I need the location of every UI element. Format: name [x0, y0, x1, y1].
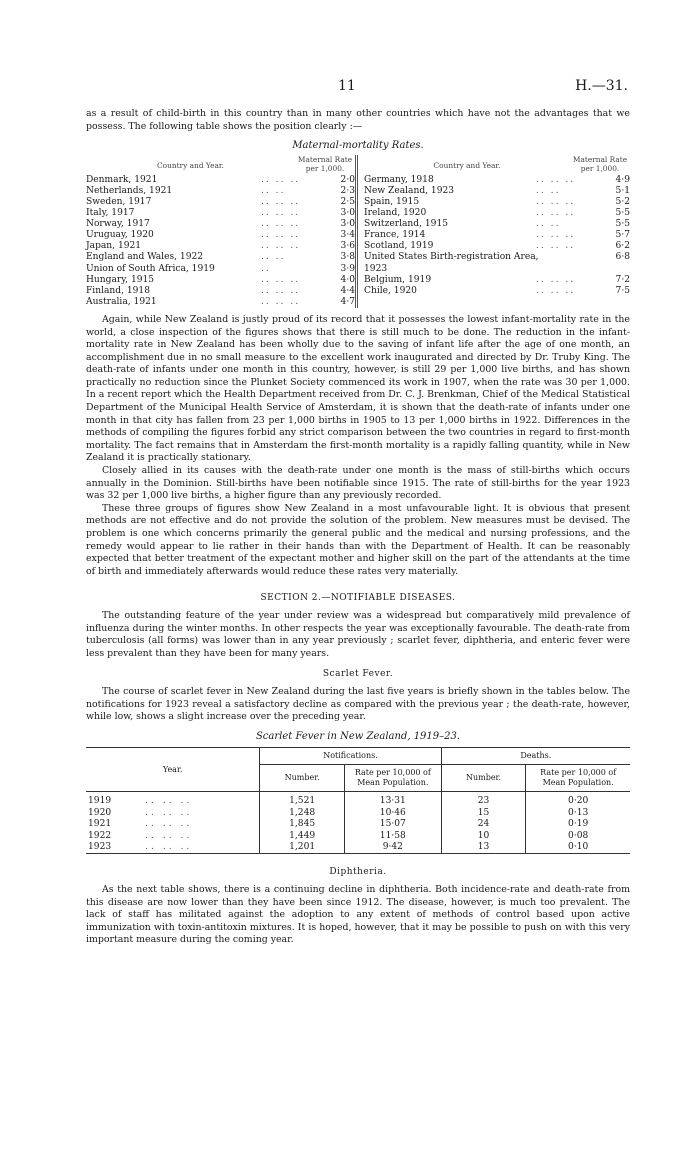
cell-country: 1923 [364, 263, 388, 274]
leader-dots: .. .. .. [261, 274, 301, 285]
cell-n-rate: 13·31 [344, 792, 441, 808]
cell-d-num: 13 [441, 842, 526, 854]
page-number: 11 [338, 78, 356, 94]
scarlet-fever-table [86, 747, 630, 854]
header-country: Country and Year. [157, 160, 224, 170]
cell-year: 1922 [88, 830, 112, 841]
cell-rate: 5·5 [615, 208, 630, 219]
table-row [364, 275, 630, 286]
table-row [364, 252, 630, 263]
header-rate: Maternal Rate per 1,000. [297, 154, 353, 173]
leader-dots: .. .. .. [145, 830, 193, 841]
cell-d-num: 23 [441, 792, 526, 808]
cell-year: 1920 [88, 807, 112, 818]
cell-rate: 4·0 [340, 274, 355, 285]
leader-dots: .. .. .. [536, 274, 576, 285]
cell-rate: 4·7 [340, 296, 355, 307]
cell-country: Japan, 1921 [86, 241, 142, 252]
cell-country: Germany, 1918 [364, 174, 434, 185]
table-row [86, 819, 630, 830]
cell-country: Denmark, 1921 [86, 174, 158, 185]
leader-dots [536, 264, 596, 275]
header-notifications: Notifications. [260, 748, 441, 765]
cell-d-num: 24 [441, 819, 526, 830]
leader-dots: .. .. .. [536, 208, 576, 219]
cell-country: Chile, 1920 [364, 285, 417, 296]
cell-rate: 3·0 [340, 219, 355, 230]
section-2-title: SECTION 2.—NOTIFIABLE DISEASES. [260, 593, 456, 604]
header-deaths-rate: Rate per 10,000 of Mean Population. [526, 765, 630, 792]
table-row [364, 208, 630, 219]
cell-year-group [86, 808, 260, 819]
cell-d-rate: 0·19 [526, 819, 630, 830]
table-row [86, 842, 630, 854]
leader-dots: .. .. [261, 185, 286, 196]
cell-rate [596, 264, 630, 275]
leader-dots: .. .. .. [536, 230, 576, 241]
cell-n-num: 1,449 [260, 831, 345, 842]
paragraph-still-births: Closely allied in its causes with the death-rate under one month is the mass of still-births which occurs annually in the Dominion. Still-births have been notifiable since 1915. The rate of still-births for the year 1923 was 32 per 1,000 live births, a higher figure than any previously recorded. [86, 465, 630, 502]
maternal-table-header [364, 155, 630, 173]
cell-n-rate: 15·07 [344, 819, 441, 830]
cell-rate: 7·2 [615, 274, 630, 285]
table-row [364, 197, 630, 208]
leader-dots [539, 252, 597, 263]
cell-year: 1919 [88, 796, 112, 807]
leader-dots: .. .. .. [261, 230, 301, 241]
maternal-table-right-column [355, 155, 630, 308]
cell-d-num: 10 [441, 831, 526, 842]
cell-country: Finland, 1918 [86, 285, 151, 296]
cell-country: Belgium, 1919 [364, 274, 432, 285]
header-deaths: Deaths. [441, 748, 630, 765]
leader-dots: .. .. .. [536, 174, 576, 185]
cell-rate: 6·8 [615, 252, 630, 263]
cell-d-rate: 0·13 [526, 808, 630, 819]
table-row [86, 286, 355, 297]
maternal-table-left-column [86, 155, 355, 308]
paragraph-infant-mortality: Again, while New Zealand is justly proud of its record that it possesses the lowest infant-mortality rate in the world, a close inspection of the figures shows that there is still much to be done. The reduction in the infant-mortality rate in New Zealand has been wholly due to the saving of infant life after the age of one month, an accomplishment due in no small measure to the excellent work inaugurated and directed by Dr. Truby King. The death-rate of infants under one month in this country, however, is still 29 per 1,000 live births, and has shown practically no reduction since the Plunket Society commenced its work in 1907, when the rate was 30 per 1,000. In a recent report which the Health Department received from Dr. C. J. Brenkman, Chief of the Medical Statistical Department of the Municipal Health Service of Amsterdam, it is shown that the death-rate of infants under one month in that city has fallen from 23 per 1,000 births in 1905 to 13 per 1,000 births in 1922. Differences in the methods of compiling the figures forbid any strict comparison between the two countries in regard to first-month mortality. The fact remains that in Amsterdam the first-month mortality is a rapidly falling quantity, while in New Zealand it is practically stationary. [86, 313, 630, 464]
cell-year: 1923 [88, 842, 112, 853]
paragraph-diphtheria: As the next table shows, there is a continuing decline in diphtheria. Both incidence-rate and death-rate from this disease are now lower than they have been since 1912. The disease, however, is much too prevalent. The lack of staff has militated against the adoption to any extent of methods of control based upon active immunization with toxin-antitoxin mixtures. It is hoped, however, that it may be possible to push on with this very important measure during the coming year. [86, 884, 630, 946]
cell-rate: 2·0 [340, 174, 355, 185]
cell-year: 1921 [88, 819, 112, 830]
leader-dots: .. .. .. [145, 819, 193, 830]
leader-dots: .. .. .. [261, 196, 301, 207]
leader-dots: .. .. [261, 252, 286, 263]
cell-rate: 3·4 [340, 230, 355, 241]
leader-dots: .. .. .. [536, 285, 576, 296]
cell-n-rate: 11·58 [344, 831, 441, 842]
cell-country: Scotland, 1919 [364, 241, 434, 252]
cell-year-group [86, 792, 260, 808]
leader-dots: .. .. .. [145, 842, 193, 853]
cell-n-num: 1,248 [260, 808, 345, 819]
cell-n-num: 1,521 [260, 792, 345, 808]
cell-country: England and Wales, 1922 [86, 252, 204, 263]
leader-dots: .. .. .. [261, 285, 301, 296]
header-rate: Maternal Rate per 1,000. [572, 154, 628, 173]
intro-paragraph: as a result of child-birth in this country than in many other countries which have not the advantages that we possess. The following table shows the position clearly :— [86, 108, 630, 132]
page-header [0, 78, 700, 98]
table-row [364, 186, 630, 197]
header-year: Year. [162, 764, 183, 774]
cell-d-num: 15 [441, 808, 526, 819]
cell-country: Australia, 1921 [86, 296, 157, 307]
cell-rate: 3·6 [340, 241, 355, 252]
cell-rate: 3·8 [340, 252, 355, 263]
cell-country: Spain, 1915 [364, 196, 420, 207]
table-row [86, 241, 355, 252]
table-row [364, 264, 630, 275]
maternal-table-caption: Maternal-mortality Rates. [292, 140, 424, 152]
cell-rate: 3·0 [340, 208, 355, 219]
paragraph-three-groups: These three groups of figures show New Zealand in a most unfavourable light. It is obvious that present methods are not effective and do not provide the solution of the problem. New measures must be devised. The problem is one which concerns primarily the general public and the medical and nursing professions, and the remedy would appear to lie rather in their hands than with the Department of Health. It can be reasonably expected that better treatment of the expectant mother and higher skill on the part of the attendants at the time of birth and immediately afterwards would reduce these rates very materially. [86, 502, 630, 577]
cell-n-num: 1,845 [260, 819, 345, 830]
cell-rate: 2·3 [340, 185, 355, 196]
cell-country: Hungary, 1915 [86, 274, 155, 285]
cell-d-rate: 0·08 [526, 831, 630, 842]
cell-rate: 6·2 [615, 241, 630, 252]
table-row [86, 297, 355, 308]
scarlet-fever-title: Scarlet Fever. [322, 669, 394, 680]
cell-country: New Zealand, 1923 [364, 185, 455, 196]
cell-n-rate: 10·46 [344, 808, 441, 819]
table-row [86, 275, 355, 286]
table-row [364, 241, 630, 252]
cell-country: Uruguay, 1920 [86, 230, 154, 241]
cell-year-group [86, 831, 260, 842]
table-row [364, 286, 630, 297]
leader-dots: .. .. .. [261, 174, 301, 185]
cell-country: Sweden, 1917 [86, 196, 152, 207]
cell-year-group [86, 819, 260, 830]
cell-d-rate: 0·20 [526, 792, 630, 808]
maternal-mortality-table [86, 155, 630, 308]
diphtheria-title: Diphtheria. [329, 867, 387, 878]
cell-year-group [86, 842, 260, 854]
leader-dots: .. .. .. [536, 196, 576, 207]
cell-country: Ireland, 1920 [364, 208, 427, 219]
cell-rate: 7·5 [615, 285, 630, 296]
cell-rate: 5·2 [615, 196, 630, 207]
cell-rate: 4·4 [340, 285, 355, 296]
table-row [364, 175, 630, 186]
leader-dots: .. .. .. [145, 807, 193, 818]
page-body [86, 108, 630, 947]
leader-dots: .. .. .. [145, 796, 193, 807]
table-row [86, 175, 355, 186]
cell-country: Netherlands, 1921 [86, 185, 173, 196]
table-row [86, 831, 630, 842]
leader-dots: .. .. .. [261, 219, 301, 230]
cell-rate: 5·5 [615, 219, 630, 230]
leader-dots: .. .. .. [261, 296, 301, 307]
cell-n-num: 1,201 [260, 842, 345, 854]
cell-country: Norway, 1917 [86, 219, 150, 230]
paragraph-scarlet-fever: The course of scarlet fever in New Zealand during the last five years is briefly shown in the tables below. The notifications for 1923 reveal a satisfactory decline as compared with the previous year ; the death-rate, however, while low, shows a slight increase over the preceding year. [86, 685, 630, 723]
table-row [86, 808, 630, 819]
table-row [364, 230, 630, 241]
header-notifications-rate: Rate per 10,000 of Mean Population. [344, 765, 441, 792]
cell-rate: 5·7 [615, 230, 630, 241]
table-row [86, 197, 355, 208]
table-row [86, 252, 355, 263]
leader-dots: .. .. .. [261, 241, 301, 252]
cell-rate: 5·1 [615, 185, 630, 196]
table-row [86, 186, 355, 197]
leader-dots: .. [261, 263, 271, 274]
cell-n-rate: 9·42 [344, 842, 441, 854]
cell-country: Union of South Africa, 1919 [86, 263, 215, 274]
cell-rate: 2·5 [340, 196, 355, 207]
scarlet-table-body [86, 792, 630, 854]
table-row [86, 264, 355, 275]
table-row [364, 219, 630, 230]
maternal-table-header [86, 155, 355, 173]
header-country: Country and Year. [433, 160, 501, 170]
header-notifications-number: Number. [260, 765, 345, 792]
scarlet-table-caption: Scarlet Fever in New Zealand, 1919–23. [255, 730, 461, 742]
cell-country: France, 1914 [364, 230, 426, 241]
table-row [86, 792, 630, 808]
cell-country: United States Birth-registration Area, [364, 252, 539, 263]
table-row [86, 230, 355, 241]
leader-dots: .. .. [536, 219, 561, 230]
cell-rate: 4·9 [615, 174, 630, 185]
table-row [86, 219, 355, 230]
cell-country: Italy, 1917 [86, 208, 135, 219]
leader-dots: .. .. .. [536, 241, 576, 252]
leader-dots: .. .. .. [261, 208, 301, 219]
leader-dots: .. .. [536, 185, 561, 196]
cell-d-rate: 0·10 [526, 842, 630, 854]
cell-country: Switzerland, 1915 [364, 219, 449, 230]
paragraph-section-2: The outstanding feature of the year under review was a widespread but comparatively mild prevalence of influenza during the winter months. In other respects the year was exceptionally favourable. The death-rate from tuberculosis (all forms) was lower than in any year previously ; scarlet fever, diphtheria, and enteric fever were less prevalent than they have been for many years. [86, 609, 630, 659]
header-deaths-number: Number. [441, 765, 526, 792]
cell-rate: 3·9 [340, 263, 355, 274]
page-reference: H.—31. [575, 78, 628, 94]
table-row [86, 208, 355, 219]
